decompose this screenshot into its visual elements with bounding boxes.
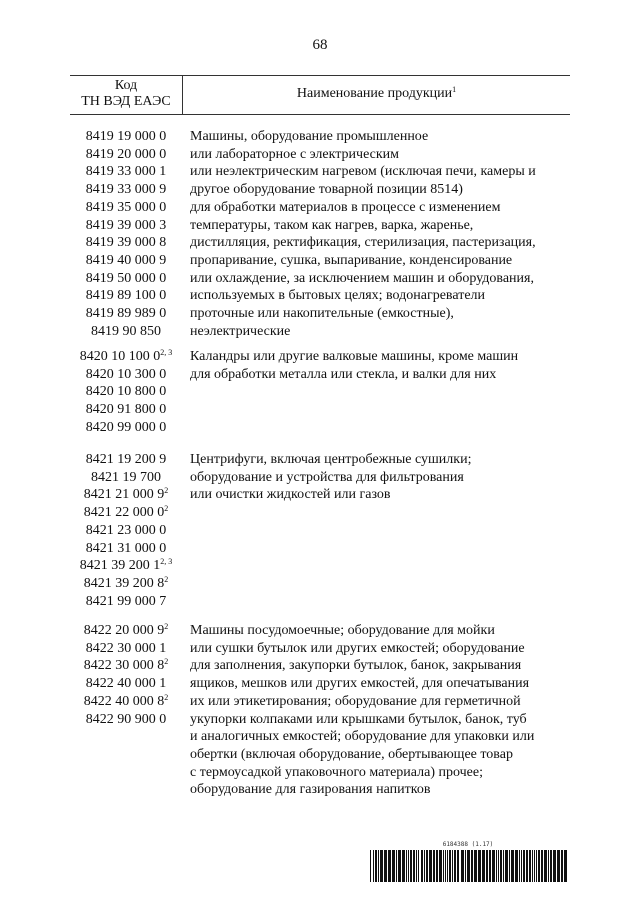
code-footnote-marker: 2	[164, 486, 169, 496]
barcode-label: 6184388 (1.17)	[442, 841, 494, 848]
tn-ved-code	[70, 486, 182, 504]
tn-ved-code	[70, 163, 182, 181]
barcode-bar	[413, 850, 415, 882]
tn-ved-code-text: 8421 19 200 9	[85, 452, 167, 467]
header-bottom-rule	[70, 114, 570, 115]
barcode-bar	[534, 850, 535, 882]
tn-ved-code-text: 8422 30 000 8	[83, 658, 165, 674]
barcode-bar	[373, 850, 374, 882]
tn-ved-code	[70, 557, 182, 575]
description-line: пропаривание, сушка, выпаривание, конденсирование	[190, 252, 513, 268]
code-footnote-marker: 2	[164, 622, 169, 631]
barcode-bar	[498, 850, 499, 882]
tn-ved-code-text: 8422 30 000 1	[85, 640, 167, 656]
tn-ved-code	[70, 181, 182, 199]
tn-ved-code	[70, 199, 182, 217]
barcode-bar	[454, 850, 456, 882]
barcode-bar	[532, 850, 533, 882]
barcode-bar	[519, 850, 520, 882]
barcode-bar	[561, 850, 563, 882]
footnote-marker: 1	[452, 85, 457, 94]
table-top-rule	[70, 75, 570, 76]
tn-ved-code	[70, 252, 182, 270]
tn-ved-code-text: 8422 40 000 1	[85, 676, 167, 692]
column-header-code-line2: ТН ВЭД ЕАЭС	[81, 94, 171, 109]
description-line: обертки (включая оборудование, обертывающее товар	[190, 746, 513, 762]
barcode-bar	[436, 850, 438, 882]
barcode-bar	[421, 850, 423, 882]
barcode-bar	[564, 850, 567, 882]
tn-ved-code-text: 8421 31 000 0	[85, 540, 167, 556]
tn-ved-code	[70, 366, 182, 384]
barcode-bar	[378, 850, 379, 882]
tn-ved-code	[70, 128, 182, 146]
tn-ved-code-text: 8419 89 100 0	[85, 288, 167, 304]
barcode-bar	[424, 850, 425, 882]
barcode-bar	[482, 850, 485, 882]
barcode-bar	[541, 850, 543, 882]
barcode-bar	[503, 850, 504, 882]
barcode-bar	[465, 850, 466, 882]
description-line: ящиков, мешков или других емкостей, для опечатывания	[190, 676, 530, 692]
tn-ved-code	[70, 575, 182, 593]
description-line: проточные или накопительные (емкостные),	[190, 306, 454, 322]
barcode-bar	[509, 850, 510, 882]
barcode-bar	[384, 850, 387, 882]
barcode-bar	[408, 850, 409, 882]
description-line: оборудование для газирования напитков	[190, 782, 431, 798]
product-description	[190, 128, 570, 340]
barcode-bar	[471, 850, 473, 882]
code-column	[70, 348, 182, 437]
tn-ved-code	[70, 693, 182, 711]
barcode-bar	[380, 850, 383, 882]
barcode-bar	[388, 850, 391, 882]
code-footnote-marker: 2	[164, 504, 169, 514]
tn-ved-code	[70, 146, 182, 164]
barcode-graphic	[368, 850, 568, 882]
tn-ved-code	[70, 522, 182, 540]
barcode-bar	[557, 850, 560, 882]
description-line: Каландры или другие валковые машины, кроме машин	[190, 349, 519, 364]
product-description	[190, 622, 570, 799]
barcode-bar	[416, 850, 417, 882]
barcode-bar	[396, 850, 397, 882]
barcode-bar	[452, 850, 453, 882]
tn-ved-code	[70, 451, 182, 469]
barcode-bar	[553, 850, 556, 882]
description-line: или лабораторное с электрическим	[190, 146, 399, 162]
barcode-bar	[429, 850, 432, 882]
column-header-code	[70, 78, 182, 110]
tn-ved-code	[70, 217, 182, 235]
barcode-bar	[529, 850, 531, 882]
tn-ved-code-text: 8422 40 000 8	[83, 693, 165, 709]
tn-ved-code	[70, 287, 182, 305]
tn-ved-code	[70, 504, 182, 522]
barcode-bar	[526, 850, 528, 882]
barcode-bar	[447, 850, 448, 882]
description-line: укупорки колпаками или крышками бутылок, банок, туб	[190, 711, 527, 727]
description-line: дистилляция, ректификация, стерилизация, пастеризация,	[190, 235, 536, 251]
tn-ved-code-text: 8419 89 989 0	[85, 306, 167, 322]
barcode-bar	[500, 850, 502, 882]
barcode-bar	[521, 850, 522, 882]
barcode-bar	[523, 850, 525, 882]
barcode-bar	[474, 850, 477, 882]
tn-ved-code-text: 8421 39 200 8	[83, 575, 165, 591]
barcode-bar	[426, 850, 428, 882]
tn-ved-code	[70, 419, 182, 437]
product-description	[190, 451, 570, 504]
barcode-bar	[402, 850, 405, 882]
barcode-bar	[445, 850, 446, 882]
description-line: Центрифуги, включая центробежные сушилки;	[190, 452, 472, 467]
code-column	[70, 622, 182, 728]
tn-ved-code	[70, 305, 182, 323]
tn-ved-code-text: 8422 20 000 9	[83, 623, 165, 638]
description-line: или неэлектрическим нагревом (исключая печи, камеры и	[190, 164, 536, 180]
description-line: используемых в бытовых целях; водонагреватели	[190, 288, 486, 304]
barcode-bar	[489, 850, 491, 882]
column-header-name-label: Наименование продукции	[296, 86, 453, 101]
barcode-bar	[449, 850, 451, 882]
code-footnote-marker: 2	[164, 657, 169, 667]
tn-ved-code-text: 8419 33 000 1	[85, 164, 167, 180]
barcode	[368, 841, 568, 885]
tn-ved-code	[70, 348, 182, 366]
tn-ved-code-text: 8421 39 200 1	[79, 558, 161, 574]
tn-ved-code	[70, 675, 182, 693]
tn-ved-code-text: 8419 39 000 8	[85, 235, 167, 251]
barcode-bar	[375, 850, 377, 882]
tn-ved-code	[70, 657, 182, 675]
tn-ved-code-text: 8421 21 000 9	[83, 487, 165, 503]
tn-ved-code	[70, 401, 182, 419]
barcode-bar	[461, 850, 464, 882]
barcode-bar	[492, 850, 495, 882]
tn-ved-code-text: 8420 10 300 0	[85, 366, 167, 382]
barcode-bar	[433, 850, 435, 882]
description-line: температуры, таком как нагрев, варка, жаренье,	[190, 217, 474, 233]
tn-ved-code-text: 8419 33 000 9	[85, 182, 167, 198]
barcode-bar	[496, 850, 497, 882]
description-line: или сушки бутылок или других емкостей; оборудование	[190, 640, 525, 656]
tn-ved-code-text: 8419 39 000 3	[85, 217, 167, 233]
tn-ved-code-text: 8419 19 000 0	[85, 129, 167, 144]
tn-ved-code	[70, 270, 182, 288]
tn-ved-code	[70, 711, 182, 729]
tn-ved-code-text: 8419 90 850	[91, 323, 161, 339]
barcode-bar	[406, 850, 407, 882]
tn-ved-code	[70, 383, 182, 401]
description-line: Машины, оборудование промышленное	[190, 129, 429, 144]
description-line: с термоусадкой упаковочного материала) прочее;	[190, 764, 483, 780]
description-line: неэлектрические	[190, 323, 291, 339]
description-line: для заполнения, закупорки бутылок, банок, закрывания	[190, 658, 522, 674]
description-line: или охлаждение, за исключением машин и оборудования,	[190, 270, 534, 286]
code-footnote-marker: 2	[164, 692, 169, 702]
tn-ved-code-text: 8420 10 100 0	[79, 349, 161, 364]
tn-ved-code-text: 8421 99 000 7	[85, 593, 167, 609]
barcode-bar	[478, 850, 481, 882]
description-line: и аналогичных емкостей; оборудование для упаковки или	[190, 729, 535, 745]
tn-ved-code	[70, 593, 182, 611]
tn-ved-code-text: 8421 23 000 0	[85, 522, 167, 538]
tn-ved-code	[70, 622, 182, 640]
tn-ved-code	[70, 540, 182, 558]
barcode-bar	[536, 850, 537, 882]
description-line: Машины посудомоечные; оборудование для мойки	[190, 623, 495, 638]
code-footnote-marker: 2, 3	[160, 557, 173, 567]
barcode-bar	[511, 850, 514, 882]
barcode-bar	[392, 850, 395, 882]
description-line: оборудование и устройства для фильтрования	[190, 469, 464, 485]
page-number: 68	[312, 37, 328, 53]
code-column	[70, 128, 182, 340]
barcode-bar	[467, 850, 470, 882]
barcode-bar	[443, 850, 444, 882]
barcode-bar	[550, 850, 552, 882]
tn-ved-code	[70, 640, 182, 658]
barcode-bar	[398, 850, 401, 882]
barcode-bar	[370, 850, 371, 882]
tn-ved-code-text: 8420 91 800 0	[85, 402, 167, 418]
barcode-bar	[505, 850, 508, 882]
tn-ved-code-text: 8420 10 800 0	[85, 384, 167, 400]
description-line: их или этикетирования; оборудование для герметичной	[190, 693, 521, 709]
tn-ved-code	[70, 469, 182, 487]
tn-ved-code-text: 8421 19 700	[91, 469, 161, 485]
description-line: другое оборудование товарной позиции 8514)	[190, 182, 463, 198]
barcode-bar	[418, 850, 419, 882]
column-header-name	[183, 86, 570, 102]
barcode-bar	[515, 850, 518, 882]
tn-ved-code-text: 8422 90 900 0	[85, 711, 167, 727]
description-line: или очистки жидкостей или газов	[190, 487, 391, 503]
barcode-bar	[457, 850, 459, 882]
tn-ved-code	[70, 234, 182, 252]
barcode-bar	[439, 850, 442, 882]
code-column	[70, 451, 182, 610]
tn-ved-code-text: 8419 40 000 9	[85, 252, 167, 268]
barcode-bar	[538, 850, 540, 882]
tn-ved-code-text: 8419 35 000 0	[85, 199, 167, 215]
tn-ved-code-text: 8419 50 000 0	[85, 270, 167, 286]
code-footnote-marker: 2, 3	[160, 348, 173, 357]
barcode-bar	[548, 850, 549, 882]
barcode-bar	[410, 850, 412, 882]
tn-ved-code	[70, 323, 182, 341]
barcode-bar	[544, 850, 547, 882]
column-header-code-line1: Код	[114, 78, 138, 93]
product-description	[190, 348, 570, 383]
tn-ved-code-text: 8420 99 000 0	[85, 419, 167, 435]
code-footnote-marker: 2	[164, 574, 169, 584]
tn-ved-code-text: 8421 22 000 0	[83, 505, 165, 521]
barcode-bar	[486, 850, 488, 882]
tn-ved-code-text: 8419 20 000 0	[85, 146, 167, 162]
description-line: для обработки материалов в процессе с изменением	[190, 199, 501, 215]
description-line: для обработки металла или стекла, и валки для них	[190, 366, 497, 382]
